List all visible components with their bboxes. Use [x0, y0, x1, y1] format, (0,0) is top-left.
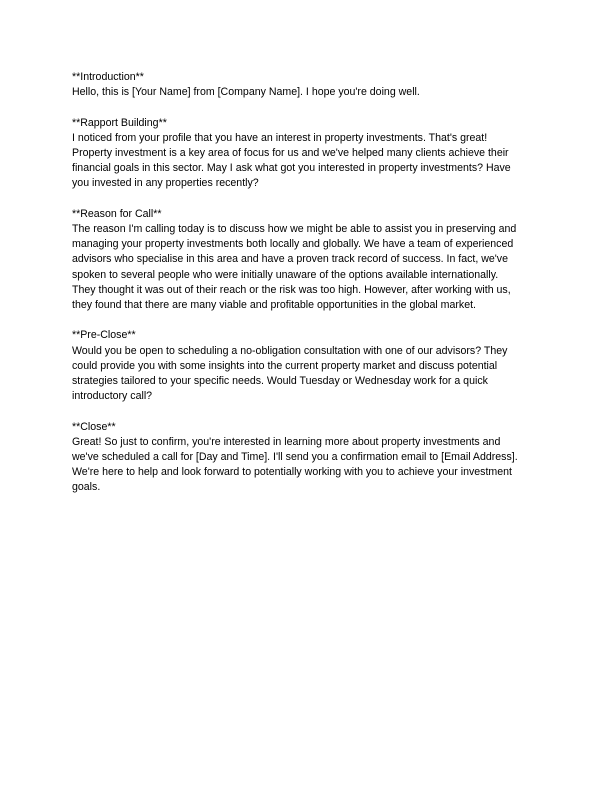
- section-paragraph: [72, 85, 544, 100]
- section-rapport-building: [72, 116, 544, 192]
- paragraph-line: goals.: [72, 481, 101, 494]
- paragraph-line: could provide you with some insights into the current property market and discuss potential: [72, 359, 498, 372]
- section-introduction: [72, 70, 544, 100]
- section-heading: **Reason for Call**: [72, 207, 162, 220]
- paragraph-line: introductory call?: [72, 390, 153, 403]
- section-reason-for-call: [72, 207, 544, 313]
- paragraph-line: I noticed from your profile that you have an interest in property investments. That's great!: [72, 131, 488, 144]
- section-paragraph: [72, 435, 544, 496]
- paragraph-line: Property investment is a key area of focus for us and we've helped many clients achieve their: [72, 147, 509, 159]
- paragraph-line: strategies tailored to your specific needs. Would Tuesday or Wednesday work for a quick: [72, 375, 488, 388]
- paragraph-line: they found that there are many viable and profitable opportunities in the global market.: [72, 299, 476, 312]
- section-heading: **Introduction**: [72, 71, 144, 83]
- paragraph-line: Hello, this is [Your Name] from [Company Name]. I hope you're doing well.: [72, 86, 420, 99]
- paragraph-line: We're here to help and look forward to potentially working with you to achieve your investment: [72, 466, 512, 479]
- document-body: [72, 70, 544, 511]
- section-heading: **Rapport Building**: [72, 116, 167, 129]
- section-heading: **Close**: [72, 420, 116, 433]
- paragraph-line: you invested in any properties recently?: [72, 177, 259, 190]
- paragraph-line: Great! So just to confirm, you're interested in learning more about property investments and: [72, 435, 501, 448]
- paragraph-line: spoken to several people who were initially unaware of the options available internationally.: [72, 268, 499, 281]
- paragraph-line: They thought it was out of their reach or the risk was too high. However, after working with us,: [72, 283, 511, 296]
- section-paragraph: [72, 222, 544, 313]
- paragraph-line: financial goals in this sector. May I ask what got you interested in property investments? Have: [72, 162, 511, 175]
- section-close: [72, 420, 544, 496]
- paragraph-line: Would you be open to scheduling a no-obligation consultation with one of our advisors? They: [72, 344, 508, 357]
- section-paragraph: [72, 131, 544, 192]
- paragraph-line: we've scheduled a call for [Day and Time]. I'll send you a confirmation email to [Email Address].: [72, 451, 518, 464]
- paragraph-line: advisors who specialise in this area and have a proven track record of success. In fact, we've: [72, 253, 508, 266]
- section-paragraph: [72, 344, 544, 405]
- paragraph-line: The reason I'm calling today is to discuss how we might be able to assist you in preserving and: [72, 223, 517, 235]
- section-heading: **Pre-Close**: [72, 329, 136, 342]
- section-pre-close: [72, 328, 544, 404]
- paragraph-line: managing your property investments both locally and globally. We have a team of experienced: [72, 238, 514, 251]
